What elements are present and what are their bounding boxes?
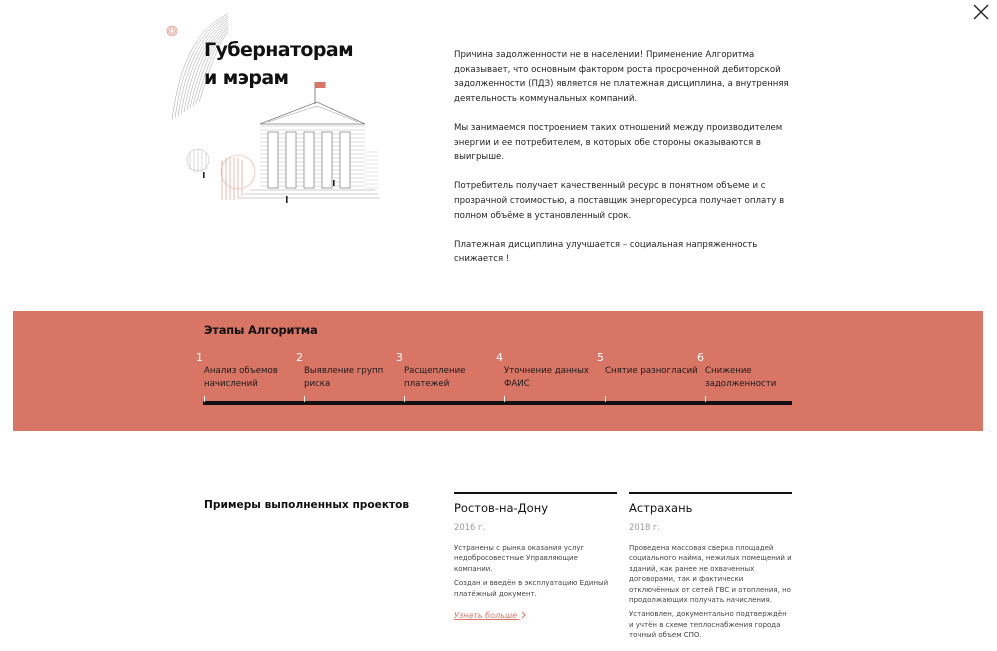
stage-label: Расщепление платежей — [404, 366, 466, 389]
algorithm-stages-section — [13, 311, 983, 431]
projects-heading: Примеры выполненных проектов — [204, 499, 410, 511]
stage-label: Уточнение данных ФАИС — [504, 366, 590, 389]
stage-label: Анализ объемов начислений — [204, 366, 278, 389]
close-button[interactable] — [971, 2, 991, 22]
project-description: Установлен, документально подтверждён и учтён в схеме теплоснабжения города точный объем СПО. — [629, 610, 787, 640]
timeline-tick — [304, 396, 305, 402]
project-city: Астрахань — [629, 501, 693, 515]
project-card-astrakhan — [629, 492, 792, 641]
stage-label: Снижение задолженности — [705, 366, 777, 389]
intro-paragraph: Потребитель получает качественный ресурс в понятном объеме и с прозрачной стоимостью, а поставщик энергоресурса получает оплату в полном объёме в установленный срок. — [454, 181, 785, 221]
chevron-right-icon — [520, 611, 527, 619]
timeline-tick — [605, 396, 606, 402]
stages-title: Этапы Алгоритма — [204, 323, 318, 337]
intro-paragraph: Мы занимаемся построением таких отношений между производителем энергии и ее потребителем, в которых обе стороны оказываются в выигрыше. — [454, 122, 783, 163]
project-description: Проведена массовая сверка площадей социального найма, нежилых помещений и зданий, как ранее не охваченных договорами, так и фактически отключённых от сетей ГВС и отопления, но продолжающих получать начисления. — [629, 544, 792, 605]
project-city: Ростов-на-Дону — [454, 501, 549, 515]
stage-number: 6 — [697, 351, 704, 364]
stage-number: 4 — [496, 351, 503, 364]
learn-more-link[interactable] — [454, 611, 527, 620]
intro-paragraph: Причина задолженности не в населении! Применение Алгоритма доказывает, что основным фактором роста просроченной дебиторской задолженности (ПДЗ) является не платежная дисциплина, а внутренняя деятельность коммунальных компаний. — [454, 50, 789, 104]
timeline-tick — [504, 396, 505, 402]
page-title-line1: Губернаторам — [204, 39, 354, 61]
timeline-tick — [404, 396, 405, 402]
page-title — [204, 36, 364, 92]
stage-number: 2 — [296, 351, 303, 364]
close-icon — [971, 2, 991, 22]
project-year: 2018 г. — [629, 522, 661, 532]
project-description: Создан и введён в эксплуатацию Единый платёжный документ. — [454, 579, 609, 598]
stage-label: Снятие разногласий — [605, 366, 698, 376]
learn-more-label: Узнать больше — [454, 611, 518, 621]
page-title-line2: и мэрам — [204, 67, 289, 89]
stage-number: 3 — [396, 351, 403, 364]
stage-label: Выявление групп риска — [304, 366, 384, 389]
stages-timeline — [203, 401, 792, 405]
stage-number: 1 — [196, 351, 203, 364]
stage-number: 5 — [597, 351, 604, 364]
project-year: 2016 г. — [454, 522, 486, 532]
project-card-rostov — [454, 492, 617, 622]
intro-text — [454, 48, 799, 282]
timeline-tick — [705, 396, 706, 402]
project-description: Устранены с рынка оказания услуг недобросовестные Управляющие компании. — [454, 544, 585, 573]
timeline-tick — [204, 396, 205, 402]
intro-paragraph: Платежная дисциплина улучшается – социальная напряженность снижается ! — [454, 239, 758, 265]
